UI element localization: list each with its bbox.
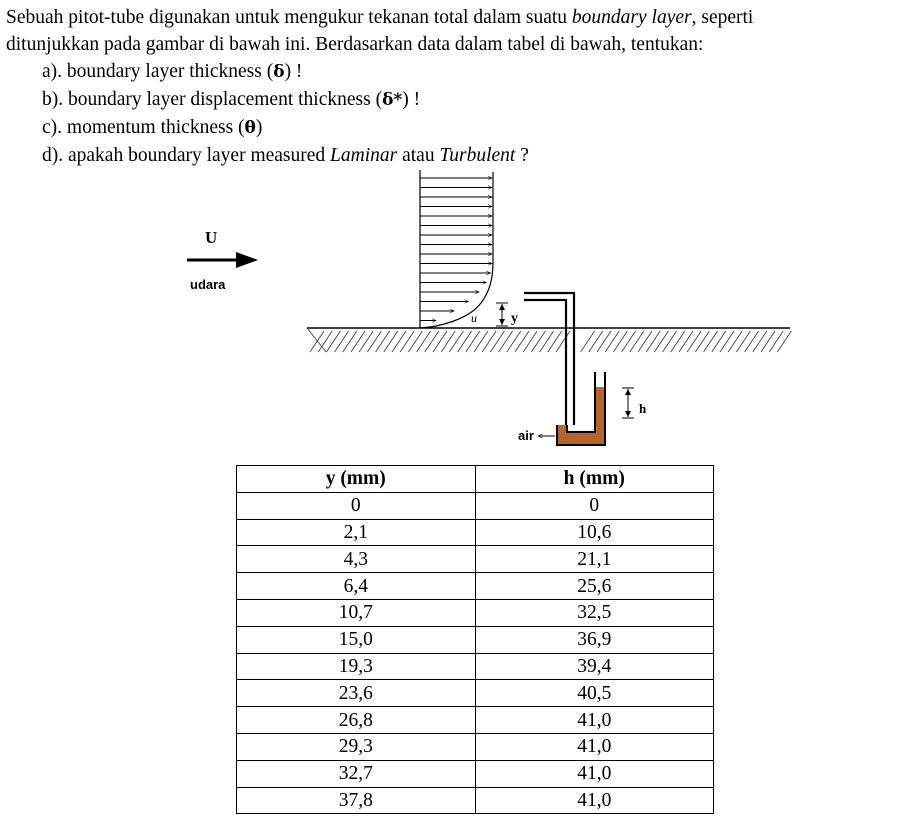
pitot-tube — [524, 293, 574, 425]
cell-y: 15,0 — [237, 626, 476, 653]
table-row — [237, 653, 714, 680]
table-row — [237, 492, 714, 519]
table-row — [237, 707, 714, 734]
question-d: d). apakah boundary layer measured Laminar atau Turbulent ? — [42, 145, 529, 166]
table-row — [237, 573, 714, 600]
cell-y: 29,3 — [237, 733, 476, 760]
intro-line-2: ditunjukkan pada gambar di bawah ini. Berdasarkan data dalam tabel di bawah, tentukan: — [6, 34, 704, 55]
table-row — [237, 733, 714, 760]
data-table — [236, 465, 714, 814]
cell-y: 37,8 — [237, 787, 476, 814]
question-a: a). boundary layer thickness (δ) ! — [42, 61, 303, 82]
cell-h: 41,0 — [475, 733, 714, 760]
h-dimension — [622, 388, 634, 418]
cell-h: 25,6 — [475, 573, 714, 600]
wall-surface — [307, 328, 791, 352]
cell-y: 6,4 — [237, 573, 476, 600]
cell-h: 40,5 — [475, 680, 714, 707]
cell-h: 32,5 — [475, 599, 714, 626]
cell-h: 39,4 — [475, 653, 714, 680]
cell-y: 2,1 — [237, 519, 476, 546]
cell-y: 26,8 — [237, 707, 476, 734]
cell-h: 36,9 — [475, 626, 714, 653]
table-row — [237, 546, 714, 573]
cell-y: 4,3 — [237, 546, 476, 573]
cell-y: 23,6 — [237, 680, 476, 707]
delta-star-symbol: δ* — [382, 90, 403, 110]
delta-symbol: δ — [273, 62, 285, 82]
cell-y: 19,3 — [237, 653, 476, 680]
cell-h: 10,6 — [475, 519, 714, 546]
cell-h: 0 — [475, 492, 714, 519]
table-row — [237, 680, 714, 707]
cell-y: 10,7 — [237, 599, 476, 626]
manometer — [557, 372, 605, 445]
y-label: y — [511, 311, 518, 326]
table-header-row — [237, 466, 714, 493]
flow-label: U — [205, 228, 218, 247]
cell-y: 32,7 — [237, 760, 476, 787]
h-label: h — [639, 401, 647, 416]
table-row — [237, 787, 714, 814]
cell-h: 41,0 — [475, 760, 714, 787]
cell-y: 0 — [237, 492, 476, 519]
table-row — [237, 599, 714, 626]
intro-line-1: Sebuah pitot-tube digunakan untuk mengukur tekanan total dalam suatu boundary layer, seperti — [6, 7, 754, 28]
table-row — [237, 519, 714, 546]
velocity-arrows — [420, 178, 492, 321]
velocity-label: u — [471, 311, 477, 325]
theta-symbol: θ — [244, 118, 256, 138]
question-b: b). boundary layer displacement thickness (δ*) ! — [42, 89, 421, 110]
header-h: h (mm) — [475, 466, 714, 493]
fluid-label: udara — [190, 277, 226, 292]
flow-direction-arrow — [187, 252, 258, 268]
cell-h: 41,0 — [475, 787, 714, 814]
table-row — [237, 626, 714, 653]
cell-h: 41,0 — [475, 707, 714, 734]
header-y: y (mm) — [237, 466, 476, 493]
table-row — [237, 760, 714, 787]
cell-h: 21,1 — [475, 546, 714, 573]
velocity-profile — [420, 170, 493, 328]
air-label: air — [518, 428, 534, 443]
y-dimension — [496, 303, 508, 326]
question-c: c). momentum thickness (θ) — [42, 117, 263, 138]
